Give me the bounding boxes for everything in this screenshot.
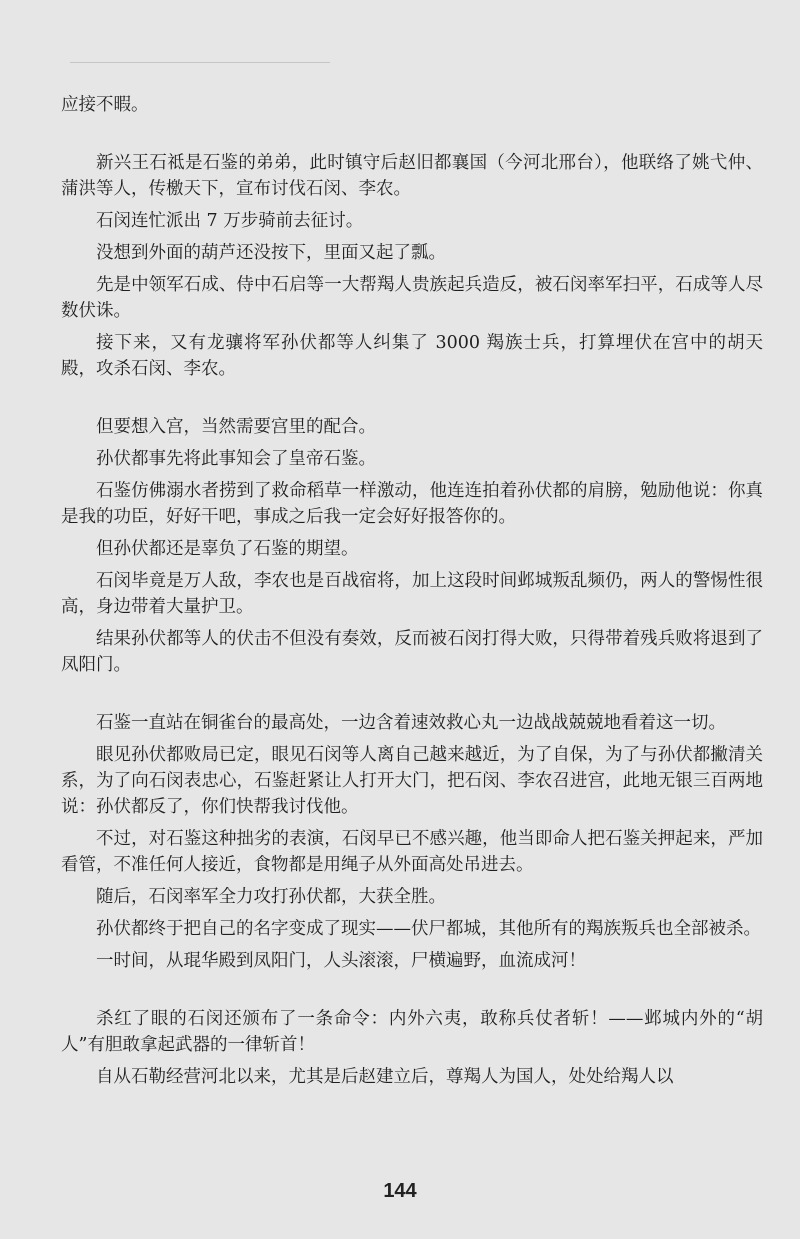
paragraph: 没想到外面的葫芦还没按下，里面又起了瓢。: [96, 243, 446, 263]
paragraph: 新兴王石祗是石鉴的弟弟，此时镇守后赵旧都襄国（今河北邢台），他联络了姚弋仲、蒲洪等人，传檄天下，宣布讨伐石闵、李农。: [61, 153, 763, 199]
paragraph-gap: [61, 980, 763, 1006]
paragraph: 一时间，从琨华殿到凤阳门，人头滚滚，尸横遍野，血流成河！: [96, 951, 586, 971]
paragraph-gap: [61, 124, 763, 150]
paragraph: 孙伏都终于把自己的名字变成了现实——伏尸都城，其他所有的羯族叛兵也全部被杀。: [96, 919, 761, 939]
paragraph: 不过，对石鉴这种拙劣的表演，石闵早已不感兴趣，他当即命人把石鉴关押起来，严加看管，不准任何人接近，食物都是用绳子从外面高处吊进去。: [61, 829, 763, 875]
paragraph-gap: [61, 684, 763, 710]
paragraph: 但要想入宫，当然需要宫里的配合。: [96, 417, 376, 437]
page-number: 144: [383, 1180, 417, 1202]
paragraph: 孙伏都事先将此事知会了皇帝石鉴。: [96, 449, 376, 469]
paragraph: 石闵连忙派出 7 万步骑前去征讨。: [96, 211, 364, 231]
paragraph: 杀红了眼的石闵还颁布了一条命令：内外六夷，敢称兵仗者斩！——邺城内外的“胡人”有胆敢拿起武器的一律斩首！: [61, 1009, 763, 1055]
paragraph: 石鉴仿佛溺水者捞到了救命稻草一样激动，他连连拍着孙伏都的肩膀，勉励他说：你真是我的功臣，好好干吧，事成之后我一定会好好报答你的。: [61, 481, 763, 527]
paragraph: 应接不暇。: [61, 95, 149, 115]
paragraph: 先是中领军石成、侍中石启等一大帮羯人贵族起兵造反，被石闵率军扫平，石成等人尽数伏诛。: [61, 275, 763, 321]
paragraph: 接下来，又有龙骧将军孙伏都等人纠集了 3000 羯族士兵，打算埋伏在宫中的胡天殿，攻杀石闵、李农。: [61, 333, 763, 379]
paragraph: 自从石勒经营河北以来，尤其是后赵建立后，尊羯人为国人，处处给羯人以: [96, 1067, 674, 1087]
paragraph: 但孙伏都还是辜负了石鉴的期望。: [96, 539, 359, 559]
paragraph: 眼见孙伏都败局已定，眼见石闵等人离自己越来越近，为了自保，为了与孙伏都撇清关系，为了向石闵表忠心，石鉴赶紧让人打开大门，把石闵、李农召进宫，此地无银三百两地说：孙伏都反了，你们快帮我讨伐他。: [61, 745, 763, 817]
running-head-faded: [70, 40, 330, 63]
paragraph-gap: [61, 388, 763, 414]
paragraph: 随后，石闵率军全力攻打孙伏都，大获全胜。: [96, 887, 446, 907]
paragraph: 石鉴一直站在铜雀台的最高处，一边含着速效救心丸一边战战兢兢地看着这一切。: [96, 713, 726, 733]
paragraph: 结果孙伏都等人的伏击不但没有奏效，反而被石闵打得大败，只得带着残兵败将退到了凤阳门。: [61, 629, 763, 675]
paragraph: 石闵毕竟是万人敌，李农也是百战宿将，加上这段时间邺城叛乱频仍，两人的警惕性很高，身边带着大量护卫。: [61, 571, 763, 617]
page-body-text: [61, 92, 763, 1096]
